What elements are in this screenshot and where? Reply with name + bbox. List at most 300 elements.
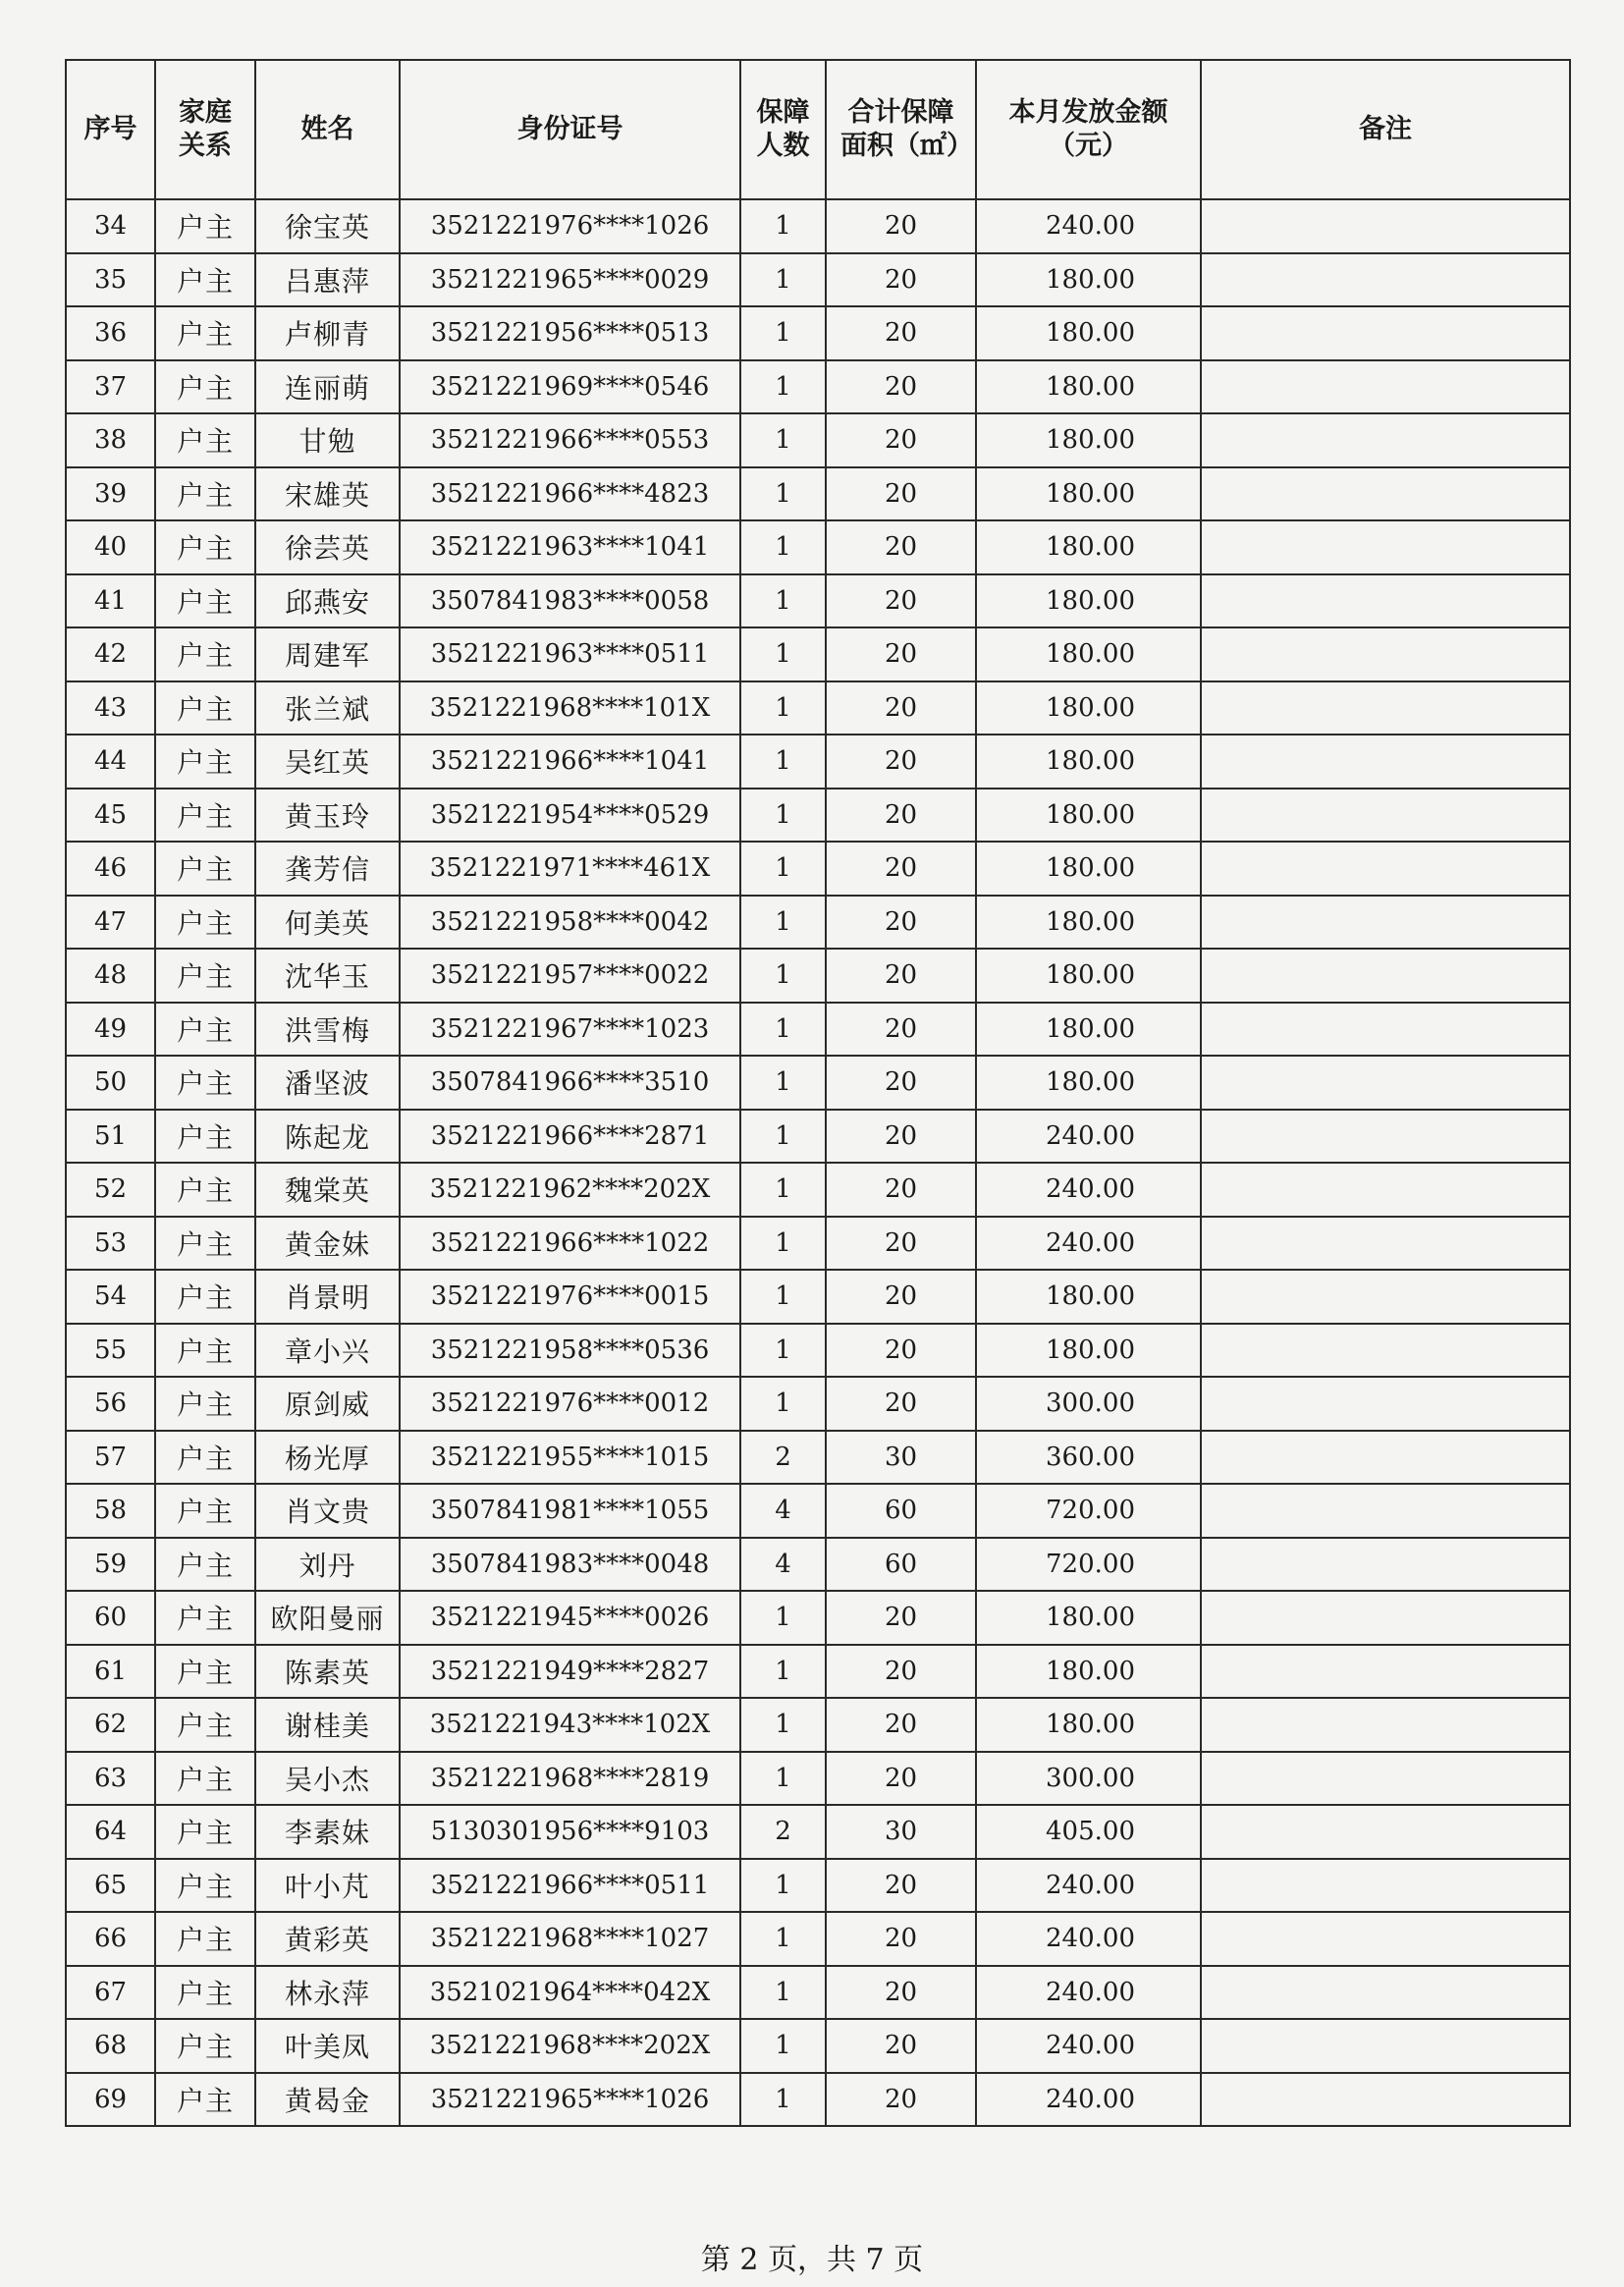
cell-seq: 66	[66, 1912, 155, 1966]
cell-id-number: 3521221954****0529	[400, 789, 740, 843]
cell-remark	[1201, 1859, 1570, 1913]
cell-area: 20	[826, 1217, 976, 1271]
cell-persons: 2	[740, 1805, 826, 1859]
cell-id-number: 3521221943****102X	[400, 1698, 740, 1752]
cell-name: 沈华玉	[255, 949, 400, 1003]
cell-seq: 67	[66, 1966, 155, 2020]
cell-area: 20	[826, 681, 976, 735]
cell-persons: 1	[740, 949, 826, 1003]
table-body	[66, 199, 1570, 2126]
cell-remark	[1201, 1966, 1570, 2020]
cell-relation: 户主	[155, 306, 255, 360]
cell-area: 20	[826, 1324, 976, 1378]
cell-relation: 户主	[155, 413, 255, 467]
cell-persons: 1	[740, 413, 826, 467]
cell-relation: 户主	[155, 199, 255, 253]
cell-id-number: 5130301956****9103	[400, 1805, 740, 1859]
cell-remark	[1201, 574, 1570, 628]
cell-area: 20	[826, 199, 976, 253]
cell-area: 60	[826, 1538, 976, 1592]
cell-relation: 户主	[155, 789, 255, 843]
cell-amount: 720.00	[976, 1538, 1201, 1592]
cell-area: 20	[826, 1859, 976, 1913]
table-row	[66, 1324, 1570, 1378]
cell-remark	[1201, 1431, 1570, 1485]
header-row	[66, 60, 1570, 199]
cell-seq: 50	[66, 1056, 155, 1110]
cell-remark	[1201, 1645, 1570, 1699]
cell-name: 张兰斌	[255, 681, 400, 735]
table-row	[66, 1859, 1570, 1913]
cell-relation: 户主	[155, 735, 255, 789]
cell-persons: 1	[740, 1056, 826, 1110]
cell-id-number: 3521221969****0546	[400, 360, 740, 414]
cell-persons: 1	[740, 1217, 826, 1271]
cell-seq: 64	[66, 1805, 155, 1859]
cell-id-number: 3521221956****0513	[400, 306, 740, 360]
table-row	[66, 360, 1570, 414]
cell-seq: 53	[66, 1217, 155, 1271]
cell-seq: 44	[66, 735, 155, 789]
cell-amount: 240.00	[976, 2019, 1201, 2073]
table-row	[66, 1163, 1570, 1217]
cell-relation: 户主	[155, 1698, 255, 1752]
cell-amount: 240.00	[976, 199, 1201, 253]
cell-id-number: 3521221958****0536	[400, 1324, 740, 1378]
cell-name: 龚芳信	[255, 842, 400, 896]
cell-amount: 240.00	[976, 1859, 1201, 1913]
cell-name: 杨光厚	[255, 1431, 400, 1485]
table-row	[66, 199, 1570, 253]
table-row	[66, 1377, 1570, 1431]
cell-name: 李素妹	[255, 1805, 400, 1859]
cell-name: 黄彩英	[255, 1912, 400, 1966]
cell-relation: 户主	[155, 896, 255, 950]
table-row	[66, 1912, 1570, 1966]
cell-amount: 180.00	[976, 306, 1201, 360]
cell-name: 吴小杰	[255, 1752, 400, 1806]
cell-relation: 户主	[155, 360, 255, 414]
cell-relation: 户主	[155, 842, 255, 896]
cell-seq: 61	[66, 1645, 155, 1699]
cell-remark	[1201, 1377, 1570, 1431]
cell-remark	[1201, 413, 1570, 467]
cell-id-number: 3521221968****2819	[400, 1752, 740, 1806]
cell-id-number: 3521221965****0029	[400, 253, 740, 307]
cell-relation: 户主	[155, 1110, 255, 1164]
cell-relation: 户主	[155, 1752, 255, 1806]
cell-seq: 47	[66, 896, 155, 950]
cell-persons: 1	[740, 1859, 826, 1913]
cell-persons: 1	[740, 1324, 826, 1378]
cell-id-number: 3521221965****1026	[400, 2073, 740, 2127]
cell-persons: 1	[740, 1698, 826, 1752]
table-row	[66, 2073, 1570, 2127]
cell-name: 黄玉玲	[255, 789, 400, 843]
table-row	[66, 1805, 1570, 1859]
table-row	[66, 574, 1570, 628]
cell-amount: 180.00	[976, 574, 1201, 628]
cell-persons: 1	[740, 2073, 826, 2127]
cell-name: 叶美凤	[255, 2019, 400, 2073]
cell-seq: 63	[66, 1752, 155, 1806]
cell-persons: 4	[740, 1484, 826, 1538]
cell-area: 20	[826, 789, 976, 843]
cell-amount: 240.00	[976, 2073, 1201, 2127]
header-name: 姓名	[255, 60, 400, 199]
cell-amount: 180.00	[976, 949, 1201, 1003]
cell-amount: 180.00	[976, 1003, 1201, 1057]
cell-area: 20	[826, 1003, 976, 1057]
cell-remark	[1201, 467, 1570, 521]
header-remark: 备注	[1201, 60, 1570, 199]
cell-persons: 1	[740, 199, 826, 253]
cell-persons: 1	[740, 1377, 826, 1431]
cell-persons: 1	[740, 1591, 826, 1645]
cell-seq: 59	[66, 1538, 155, 1592]
cell-relation: 户主	[155, 1966, 255, 2020]
cell-remark	[1201, 2019, 1570, 2073]
cell-amount: 180.00	[976, 1324, 1201, 1378]
cell-relation: 户主	[155, 1431, 255, 1485]
cell-area: 20	[826, 949, 976, 1003]
cell-id-number: 3521221957****0022	[400, 949, 740, 1003]
cell-relation: 户主	[155, 1805, 255, 1859]
table-row	[66, 1538, 1570, 1592]
cell-area: 20	[826, 2073, 976, 2127]
header-persons: 保障人数	[740, 60, 826, 199]
cell-area: 20	[826, 1966, 976, 2020]
cell-id-number: 3521221976****0012	[400, 1377, 740, 1431]
header-relation: 家庭关系	[155, 60, 255, 199]
cell-remark	[1201, 1752, 1570, 1806]
cell-area: 20	[826, 627, 976, 681]
cell-remark	[1201, 360, 1570, 414]
cell-relation: 户主	[155, 1003, 255, 1057]
cell-area: 20	[826, 574, 976, 628]
cell-remark	[1201, 2073, 1570, 2127]
cell-persons: 1	[740, 306, 826, 360]
cell-id-number: 3521221976****1026	[400, 199, 740, 253]
cell-amount: 180.00	[976, 789, 1201, 843]
cell-persons: 1	[740, 735, 826, 789]
cell-area: 20	[826, 253, 976, 307]
cell-remark	[1201, 1538, 1570, 1592]
header-amount: 本月发放金额（元）	[976, 60, 1201, 199]
cell-seq: 49	[66, 1003, 155, 1057]
cell-persons: 2	[740, 1431, 826, 1485]
cell-amount: 180.00	[976, 467, 1201, 521]
cell-name: 欧阳曼丽	[255, 1591, 400, 1645]
cell-id-number: 3521221955****1015	[400, 1431, 740, 1485]
cell-name: 徐芸英	[255, 520, 400, 574]
cell-persons: 1	[740, 360, 826, 414]
cell-relation: 户主	[155, 1217, 255, 1271]
table-row	[66, 520, 1570, 574]
cell-remark	[1201, 1591, 1570, 1645]
cell-id-number: 3521221966****1041	[400, 735, 740, 789]
cell-amount: 180.00	[976, 1270, 1201, 1324]
cell-persons: 1	[740, 467, 826, 521]
cell-name: 洪雪梅	[255, 1003, 400, 1057]
cell-area: 20	[826, 2019, 976, 2073]
cell-area: 20	[826, 1912, 976, 1966]
cell-id-number: 3521221958****0042	[400, 896, 740, 950]
cell-remark	[1201, 1698, 1570, 1752]
table-row	[66, 1056, 1570, 1110]
cell-amount: 720.00	[976, 1484, 1201, 1538]
table-row	[66, 306, 1570, 360]
cell-remark	[1201, 1003, 1570, 1057]
table-row	[66, 1431, 1570, 1485]
cell-area: 30	[826, 1805, 976, 1859]
cell-persons: 1	[740, 842, 826, 896]
cell-persons: 1	[740, 520, 826, 574]
table-row	[66, 842, 1570, 896]
cell-remark	[1201, 306, 1570, 360]
cell-id-number: 3521221962****202X	[400, 1163, 740, 1217]
cell-seq: 45	[66, 789, 155, 843]
cell-amount: 180.00	[976, 896, 1201, 950]
cell-seq: 62	[66, 1698, 155, 1752]
cell-persons: 1	[740, 627, 826, 681]
cell-amount: 180.00	[976, 360, 1201, 414]
cell-seq: 43	[66, 681, 155, 735]
cell-id-number: 3521221963****0511	[400, 627, 740, 681]
cell-seq: 40	[66, 520, 155, 574]
cell-id-number: 3521221949****2827	[400, 1645, 740, 1699]
cell-persons: 1	[740, 1163, 826, 1217]
cell-id-number: 3521021964****042X	[400, 1966, 740, 2020]
cell-seq: 54	[66, 1270, 155, 1324]
cell-name: 卢柳青	[255, 306, 400, 360]
cell-name: 肖文贵	[255, 1484, 400, 1538]
cell-name: 徐宝英	[255, 199, 400, 253]
cell-id-number: 3507841983****0058	[400, 574, 740, 628]
cell-name: 潘坚波	[255, 1056, 400, 1110]
table-row	[66, 1270, 1570, 1324]
cell-area: 20	[826, 1698, 976, 1752]
cell-remark	[1201, 896, 1570, 950]
table-row	[66, 1591, 1570, 1645]
cell-name: 刘丹	[255, 1538, 400, 1592]
cell-seq: 58	[66, 1484, 155, 1538]
cell-seq: 60	[66, 1591, 155, 1645]
cell-persons: 1	[740, 1966, 826, 2020]
cell-id-number: 3507841966****3510	[400, 1056, 740, 1110]
cell-amount: 240.00	[976, 1966, 1201, 2020]
table-row	[66, 949, 1570, 1003]
table-row	[66, 896, 1570, 950]
cell-seq: 55	[66, 1324, 155, 1378]
cell-area: 20	[826, 306, 976, 360]
cell-relation: 户主	[155, 1056, 255, 1110]
cell-amount: 300.00	[976, 1377, 1201, 1431]
cell-seq: 39	[66, 467, 155, 521]
cell-relation: 户主	[155, 1912, 255, 1966]
cell-relation: 户主	[155, 574, 255, 628]
table-row	[66, 1110, 1570, 1164]
cell-amount: 180.00	[976, 627, 1201, 681]
header-id: 身份证号	[400, 60, 740, 199]
cell-amount: 180.00	[976, 1698, 1201, 1752]
cell-persons: 1	[740, 253, 826, 307]
cell-relation: 户主	[155, 1270, 255, 1324]
cell-persons: 1	[740, 1645, 826, 1699]
cell-remark	[1201, 1217, 1570, 1271]
cell-area: 20	[826, 896, 976, 950]
cell-persons: 1	[740, 896, 826, 950]
cell-remark	[1201, 1912, 1570, 1966]
cell-name: 甘勉	[255, 413, 400, 467]
table-row	[66, 2019, 1570, 2073]
cell-amount: 180.00	[976, 842, 1201, 896]
cell-seq: 46	[66, 842, 155, 896]
cell-area: 20	[826, 1591, 976, 1645]
cell-relation: 户主	[155, 253, 255, 307]
table-row	[66, 1484, 1570, 1538]
cell-persons: 1	[740, 1270, 826, 1324]
table-row	[66, 1698, 1570, 1752]
cell-area: 60	[826, 1484, 976, 1538]
cell-seq: 34	[66, 199, 155, 253]
cell-seq: 69	[66, 2073, 155, 2127]
cell-seq: 57	[66, 1431, 155, 1485]
cell-id-number: 3521221976****0015	[400, 1270, 740, 1324]
cell-persons: 1	[740, 1912, 826, 1966]
cell-relation: 户主	[155, 1591, 255, 1645]
cell-id-number: 3507841983****0048	[400, 1538, 740, 1592]
cell-relation: 户主	[155, 1538, 255, 1592]
cell-name: 连丽萌	[255, 360, 400, 414]
cell-relation: 户主	[155, 520, 255, 574]
cell-name: 何美英	[255, 896, 400, 950]
cell-remark	[1201, 1270, 1570, 1324]
document-sheet	[65, 59, 1569, 2127]
cell-seq: 37	[66, 360, 155, 414]
cell-remark	[1201, 1163, 1570, 1217]
cell-id-number: 3521221968****1027	[400, 1912, 740, 1966]
cell-remark	[1201, 789, 1570, 843]
cell-name: 宋雄英	[255, 467, 400, 521]
cell-name: 肖景明	[255, 1270, 400, 1324]
cell-seq: 68	[66, 2019, 155, 2073]
cell-amount: 240.00	[976, 1163, 1201, 1217]
cell-persons: 1	[740, 789, 826, 843]
page-footer: 第 2 页，共 7 页	[700, 2243, 924, 2277]
cell-remark	[1201, 1805, 1570, 1859]
table-row	[66, 627, 1570, 681]
cell-area: 20	[826, 735, 976, 789]
cell-name: 吴红英	[255, 735, 400, 789]
cell-area: 20	[826, 467, 976, 521]
cell-remark	[1201, 842, 1570, 896]
cell-seq: 35	[66, 253, 155, 307]
cell-persons: 1	[740, 2019, 826, 2073]
cell-relation: 户主	[155, 2073, 255, 2127]
cell-remark	[1201, 520, 1570, 574]
cell-remark	[1201, 1484, 1570, 1538]
cell-id-number: 3521221945****0026	[400, 1591, 740, 1645]
cell-persons: 1	[740, 681, 826, 735]
cell-relation: 户主	[155, 627, 255, 681]
cell-amount: 300.00	[976, 1752, 1201, 1806]
cell-name: 陈素英	[255, 1645, 400, 1699]
cell-area: 20	[826, 1163, 976, 1217]
table-row	[66, 1752, 1570, 1806]
cell-relation: 户主	[155, 1324, 255, 1378]
cell-area: 20	[826, 1377, 976, 1431]
table-row	[66, 681, 1570, 735]
cell-relation: 户主	[155, 681, 255, 735]
cell-remark	[1201, 1110, 1570, 1164]
cell-amount: 180.00	[976, 1645, 1201, 1699]
cell-remark	[1201, 253, 1570, 307]
cell-persons: 1	[740, 1752, 826, 1806]
cell-name: 原剑威	[255, 1377, 400, 1431]
cell-amount: 360.00	[976, 1431, 1201, 1485]
cell-id-number: 3507841981****1055	[400, 1484, 740, 1538]
table-row	[66, 735, 1570, 789]
cell-name: 陈起龙	[255, 1110, 400, 1164]
table-row	[66, 1003, 1570, 1057]
cell-amount: 180.00	[976, 1591, 1201, 1645]
cell-id-number: 3521221966****4823	[400, 467, 740, 521]
cell-seq: 36	[66, 306, 155, 360]
table-header	[66, 60, 1570, 199]
cell-remark	[1201, 199, 1570, 253]
cell-amount: 240.00	[976, 1912, 1201, 1966]
table-row	[66, 413, 1570, 467]
cell-amount: 180.00	[976, 1056, 1201, 1110]
cell-remark	[1201, 735, 1570, 789]
table-row	[66, 789, 1570, 843]
cell-amount: 180.00	[976, 253, 1201, 307]
table-row	[66, 1217, 1570, 1271]
cell-area: 20	[826, 413, 976, 467]
cell-area: 20	[826, 360, 976, 414]
cell-id-number: 3521221963****1041	[400, 520, 740, 574]
cell-persons: 4	[740, 1538, 826, 1592]
cell-relation: 户主	[155, 1859, 255, 1913]
cell-seq: 51	[66, 1110, 155, 1164]
cell-name: 章小兴	[255, 1324, 400, 1378]
cell-seq: 41	[66, 574, 155, 628]
cell-id-number: 3521221966****0553	[400, 413, 740, 467]
subsidy-table	[65, 59, 1571, 2127]
cell-amount: 240.00	[976, 1217, 1201, 1271]
cell-id-number: 3521221966****0511	[400, 1859, 740, 1913]
cell-persons: 1	[740, 574, 826, 628]
table-row	[66, 467, 1570, 521]
cell-area: 20	[826, 1056, 976, 1110]
cell-amount: 180.00	[976, 520, 1201, 574]
cell-remark	[1201, 627, 1570, 681]
cell-seq: 38	[66, 413, 155, 467]
cell-seq: 48	[66, 949, 155, 1003]
cell-name: 魏棠英	[255, 1163, 400, 1217]
cell-id-number: 3521221971****461X	[400, 842, 740, 896]
cell-id-number: 3521221968****202X	[400, 2019, 740, 2073]
cell-area: 20	[826, 1110, 976, 1164]
cell-name: 邱燕安	[255, 574, 400, 628]
cell-area: 20	[826, 520, 976, 574]
cell-relation: 户主	[155, 1484, 255, 1538]
cell-amount: 180.00	[976, 413, 1201, 467]
cell-remark	[1201, 1056, 1570, 1110]
cell-id-number: 3521221966****1022	[400, 1217, 740, 1271]
cell-relation: 户主	[155, 467, 255, 521]
